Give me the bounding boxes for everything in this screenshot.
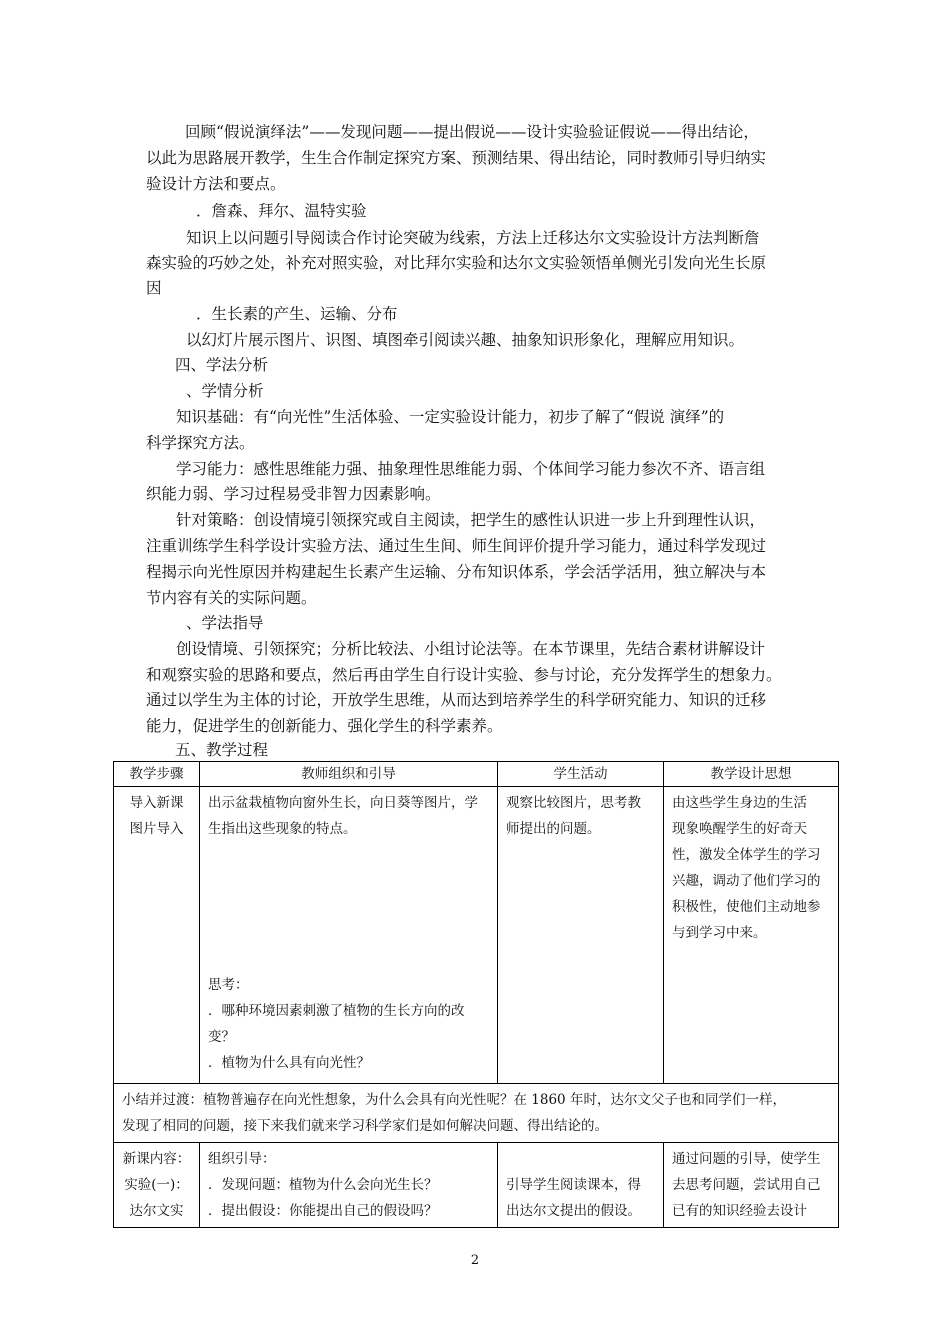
teacher-cell [200,787,498,1084]
paragraph-line: 针对策略：创设情境引领探究或自主阅读，把学生的感性认识进一步上升到理性认识， [176,511,766,529]
paragraph-line: 注重训练学生科学设计实验方法、通过生生间、师生间评价提升学习能力，通过科学发现过 [146,537,767,555]
cell-line: 现象唤醒学生的好奇天 [672,821,807,837]
section-heading: 、学法指导 [186,614,264,632]
page-number: 2 [470,1253,480,1268]
paragraph-line: 回顾“假说演绎法”——发现问题——提出假说——设计实验验证假说——得出结论， [185,123,759,141]
cell-line: 观察比较图片，思考教 [506,795,641,811]
paragraph-line: 因 [146,279,162,297]
cell-line: 去思考问题，尝试用自己 [672,1177,821,1193]
header-cell: 教师组织和引导 [200,762,498,787]
paragraph-line: 节内容有关的实际问题。 [146,589,317,607]
table-row [114,787,839,1084]
teaching-process-table [113,761,839,1228]
cell-line: 组织引导： [208,1151,276,1167]
student-cell [498,787,664,1084]
table-row [114,1143,839,1228]
paragraph-line: 学习能力：感性思维能力强、抽象理性思维能力弱、个体间学习能力参次不齐、语言组 [176,460,766,478]
cell-line: 新课内容： [122,1151,191,1167]
design-cell [664,1143,839,1228]
paragraph-line: 程揭示向光性原因并构建起生长素产生运输、分布知识体系，学会活学活用，独立解决与本 [146,563,767,581]
cell-line: 积极性，使他们主动地参 [672,899,821,915]
design-cell [664,787,839,1084]
header-cell: 教学设计思想 [664,762,839,787]
cell-line: 图片导入 [129,821,184,837]
paragraph-line: 能力，促进学生的创新能力、强化学生的科学素养。 [146,717,503,735]
student-cell [498,1143,664,1228]
cell-line: ．发现问题：植物为什么会向光生长？ [208,1177,438,1193]
cell-line: 与到学习中来。 [672,925,767,941]
cell-line: 师提出的问题。 [506,821,601,837]
cell-line: 导入新课 [129,795,184,811]
table-header-row [114,762,839,787]
paragraph-line: 知识基础：有“向光性”生活体验、一定实验设计能力，初步了解了“假说 演绎”的 [176,408,725,426]
paragraph-line: 森实验的巧妙之处，补充对照实验，对比拜尔实验和达尔文实验领悟单侧光引发向光生长原 [146,254,767,272]
section-heading: 五、教学过程 [175,741,269,759]
paragraph-line: 和观察实验的思路和要点，然后再由学生自行设计实验、参与讨论，充分发挥学生的想象力。 [146,666,782,684]
cell-line: 通过问题的引导，使学生 [672,1151,821,1167]
paragraph-line: 织能力弱、学习过程易受非智力因素影响。 [146,485,441,503]
paragraph-line: 科学探究方法。 [146,434,255,452]
cell-line: ．哪种环境因素刺激了植物的生长方向的改 [208,1003,465,1019]
cell-line: 出示盆栽植物向窗外生长，向日葵等图片，学 [208,795,478,811]
cell-line: ．植物为什么具有向光性？ [208,1055,370,1071]
cell-line: 引导学生阅读课本，得 [506,1177,641,1193]
paragraph-line: 创设情境、引领探究；分析比较法、小组讨论法等。在本节课里，先结合素材讲解设计 [176,640,766,658]
header-cell: 学生活动 [498,762,664,787]
cell-line: 小结并过渡：植物普遍存在向光性想象，为什么会具有向光性呢？在 1860 年时，达尔文父子也和同学们一样， [122,1092,786,1108]
section-heading: ．詹森、拜尔、温特实验 [196,202,367,220]
cell-line: 性，激发全体学生的学习 [672,847,821,863]
cell-line: 思考： [208,977,249,993]
cell-line: 发现了相同的问题，接下来我们就来学习科学家们是如何解决问题、得出结论的。 [122,1118,608,1134]
teacher-cell [200,1143,498,1228]
cell-line: 兴趣，调动了他们学习的 [672,873,821,889]
step-cell [114,1143,200,1228]
cell-line: 实验(一)： [124,1177,189,1193]
step-cell [114,787,200,1084]
summary-cell [114,1084,839,1143]
paragraph-line: 知识上以问题引导阅读合作讨论突破为线索，方法上迁移达尔文实验设计方法判断詹 [186,229,760,247]
section-heading: ．生长素的产生、运输、分布 [196,305,398,323]
cell-line: 由这些学生身边的生活 [672,795,807,811]
paragraph-line: 通过以学生为主体的讨论，开放学生思维，从而达到培养学生的科学研究能力、知识的迁移 [146,691,767,709]
cell-line: 生指出这些现象的特点。 [208,821,357,837]
cell-line: 出达尔文提出的假设。 [506,1203,641,1219]
cell-line: ．提出假设：你能提出自己的假设吗？ [208,1203,438,1219]
section-heading: 、学情分析 [186,382,264,400]
cell-line: 已有的知识经验去设计 [672,1203,807,1219]
paragraph-line: 以此为思路展开教学，生生合作制定探究方案、预测结果、得出结论，同时教师引导归纳实 [146,149,767,167]
cell-line: 变？ [208,1029,235,1045]
section-heading: 四、学法分析 [175,356,269,374]
paragraph-line: 验设计方法和要点。 [146,175,286,193]
cell-line: 达尔文实 [129,1203,184,1219]
header-cell: 教学步骤 [114,762,200,787]
paragraph-line: 以幻灯片展示图片、识图、填图牵引阅读兴趣、抽象知识形象化，理解应用知识。 [186,331,745,349]
table-row [114,1084,839,1143]
